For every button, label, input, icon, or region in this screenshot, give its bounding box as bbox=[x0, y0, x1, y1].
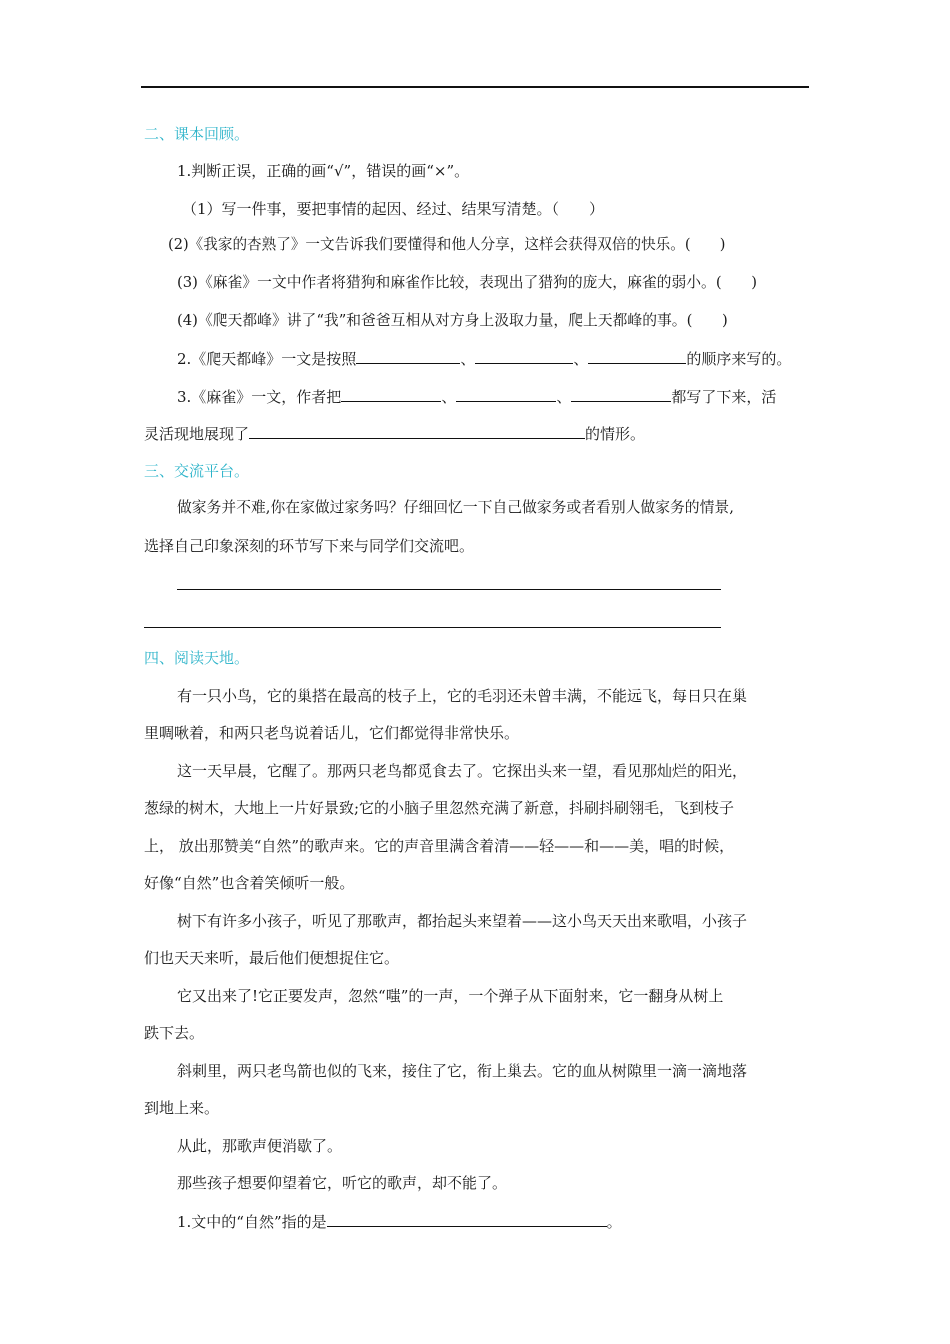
q1-item-1: （1）写一件事，要把事情的起因、经过、结果写清楚。（ ） bbox=[182, 200, 605, 218]
q2-blank-3[interactable] bbox=[588, 348, 686, 364]
q2-sep-1: 、 bbox=[460, 350, 476, 368]
passage-line: 斜刺里，两只老鸟箭也似的飞来，接住了它，衔上巢去。它的血从树隙里一滴一滴地落 bbox=[177, 1062, 748, 1080]
q3-blank-4[interactable] bbox=[249, 423, 585, 439]
passage-line: 从此，那歌声便消歇了。 bbox=[177, 1137, 343, 1155]
q2-suffix: 的顺序来写的。 bbox=[686, 350, 792, 368]
q1-item-3: (3)《麻雀》一文中作者将猎狗和麻雀作比较，表现出了猎狗的庞大，麻雀的弱小。( ) bbox=[177, 274, 757, 291]
passage-line: 葱绿的树木，大地上一片好景致;它的小脑子里忽然充满了新意，抖刷抖刷翎毛，飞到枝子 bbox=[144, 799, 735, 817]
passage-line: 跌下去。 bbox=[144, 1024, 205, 1042]
q2-prefix: 2.《爬天都峰》一文是按照 bbox=[177, 350, 357, 368]
passage-line: 好像“自然”也含着笑倾听一般。 bbox=[144, 874, 355, 892]
reading-q1-prefix: 1.文中的“自然”指的是 bbox=[177, 1213, 327, 1231]
passage-line: 里啁啾着，和两只老鸟说着话儿，它们都觉得非常快乐。 bbox=[144, 724, 520, 742]
reading-q1-suffix: 。 bbox=[606, 1213, 622, 1231]
passage-line: 有一只小鸟，它的巢搭在最高的枝子上，它的毛羽还未曾丰满，不能远飞，每日只在巢 bbox=[177, 687, 748, 705]
q2-sep-2: 、 bbox=[573, 350, 589, 368]
q3-line2-prefix: 灵活现地展现了 bbox=[144, 425, 250, 443]
reading-q1-blank[interactable] bbox=[327, 1211, 607, 1227]
section-3-title: 三、交流平台。 bbox=[144, 462, 250, 480]
passage-line: 树下有许多小孩子，听见了那歌声，都抬起头来望着——这小鸟天天出来歌唱，小孩子 bbox=[177, 912, 748, 930]
q3-line-2 bbox=[144, 423, 645, 444]
q3-blank-1[interactable] bbox=[341, 386, 441, 402]
q3-sep-2: 、 bbox=[556, 388, 572, 406]
passage-line: 上， 放出那赞美“自然”的歌声来。它的声音里满含着清——轻——和——美，唱的时候， bbox=[144, 837, 735, 855]
reading-q1 bbox=[177, 1211, 622, 1232]
q3-line-1 bbox=[177, 386, 776, 407]
q3-line2-suffix: 的情形。 bbox=[585, 425, 646, 443]
passage-line: 这一天早晨，它醒了。那两只老鸟都觅食去了。它探出头来一望，看见那灿烂的阳光， bbox=[177, 762, 748, 780]
q1-item-4: (4)《爬天都峰》讲了“我”和爸爸互相从对方身上汲取力量，爬上天都峰的事。( ) bbox=[177, 312, 728, 329]
q2-blank-1[interactable] bbox=[356, 348, 460, 364]
q2-line bbox=[177, 348, 791, 369]
q3-suffix: 都写了下来，活 bbox=[671, 388, 777, 406]
passage-line: 们也天天来听，最后他们便想捉住它。 bbox=[144, 949, 400, 967]
q3-sep-1: 、 bbox=[441, 388, 457, 406]
q3-prefix: 3.《麻雀》一文，作者把 bbox=[177, 388, 342, 406]
q1-item-2: (2)《我家的杏熟了》一文告诉我们要懂得和他人分享，这样会获得双倍的快乐。( ) bbox=[168, 236, 726, 253]
top-rule bbox=[141, 86, 809, 88]
answer-line-2[interactable] bbox=[144, 627, 721, 628]
section-4-title: 四、阅读天地。 bbox=[144, 649, 250, 667]
q2-blank-2[interactable] bbox=[475, 348, 573, 364]
passage-line: 那些孩子想要仰望着它，听它的歌声，却不能了。 bbox=[177, 1174, 508, 1192]
passage-line: 到地上来。 bbox=[144, 1099, 220, 1117]
q3-blank-2[interactable] bbox=[456, 386, 556, 402]
answer-line-1[interactable] bbox=[177, 589, 721, 590]
q3-blank-3[interactable] bbox=[571, 386, 671, 402]
passage-line: 它又出来了!它正要发声，忽然“嗤”的一声，一个弹子从下面射来，它一翻身从树上 bbox=[177, 987, 724, 1005]
section-2-title: 二、课本回顾。 bbox=[144, 125, 250, 143]
section-3-text-2: 选择自己印象深刻的环节写下来与同学们交流吧。 bbox=[144, 537, 475, 555]
section-3-text-1: 做家务并不难,你在家做过家务吗？仔细回忆一下自己做家务或者看别人做家务的情景, bbox=[177, 499, 734, 516]
q1-prompt: 1.判断正误，正确的画“√”，错误的画“×”。 bbox=[177, 162, 470, 180]
